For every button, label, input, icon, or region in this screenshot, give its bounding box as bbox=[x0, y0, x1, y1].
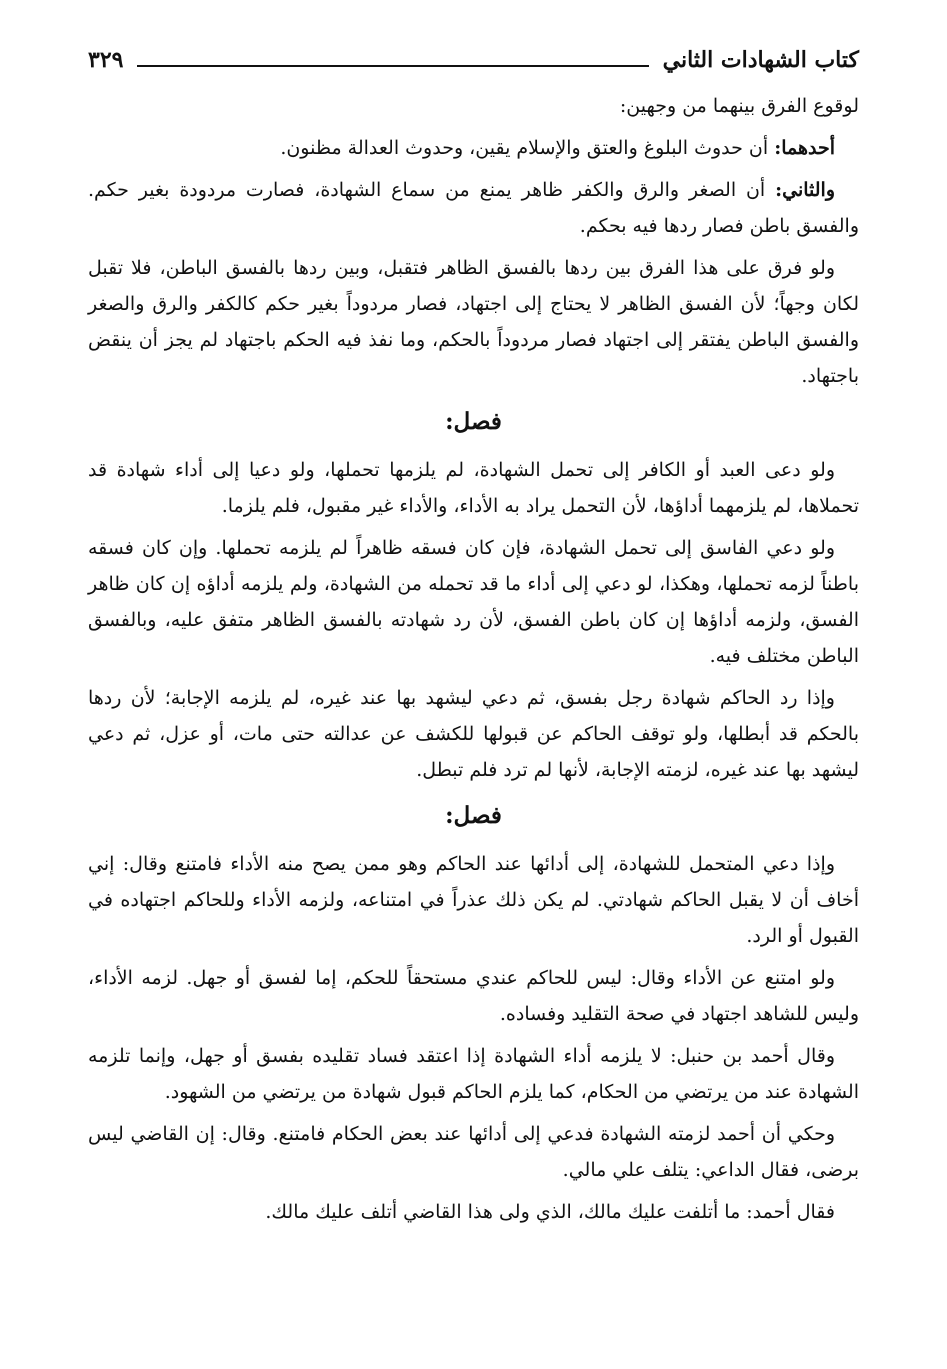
page-body bbox=[88, 88, 859, 1230]
section-2-paragraph-1: وإذا دعي المتحمل للشهادة، إلى أدائها عند الحاكم وهو ممن يصح منه الأداء فامتنع وقال: إني أخاف أن لا يقبل الحاكم شهادتي. لم يكن ذلك عذراً في امتناعه، ولزمه الأداء وللحاكم اجتهاده في القبول أو الرد. bbox=[88, 853, 859, 947]
point-first-text: أن حدوث البلوغ والعتق والإسلام يقين، وحدوث العدالة مظنون. bbox=[280, 137, 775, 159]
point-first bbox=[88, 130, 859, 166]
section-1-paragraph-1: ولو دعى العبد أو الكافر إلى تحمل الشهادة، لم يلزمها تحملها، ولو دعيا إلى أداء شهادة قد تحملاها، لم يلزمهما أداؤها، لأن التحمل يراد به الأداء، والأداء غير مقبول، فلم يلزما. bbox=[88, 459, 859, 517]
point-first-lead: أحدهما: bbox=[774, 137, 835, 159]
header-rule bbox=[137, 65, 648, 67]
book-title: كتاب الشهادات الثاني bbox=[662, 47, 859, 73]
section-2-paragraph-4: وحكي أن أحمد لزمته الشهادة فدعي إلى أدائها عند بعض الحكام فامتنع. وقال: إن القاضي ليس برضى، فقال الداعي: يتلف علي مالي. bbox=[88, 1123, 859, 1181]
section-1-paragraph-3: وإذا رد الحاكم شهادة رجل بفسق، ثم دعي ليشهد بها عند غيره، لم يلزمه الإجابة؛ لأن ردها بالحكم قد أبطلها، ولو توقف الحاكم عن قبولها للكشف عن عدالته حتى مات، أو عزل، ثم دعي ليشهد بها عند غيره، لزمته الإجابة، لأنها لم ترد فلم تبطل. bbox=[88, 687, 859, 781]
point-second-lead: والثاني: bbox=[775, 179, 835, 201]
section-2-paragraph-5: فقال أحمد: ما أتلفت عليك مالك، الذي ولى هذا القاضي أتلف عليك مالك. bbox=[265, 1201, 835, 1223]
point-second-text: أن الصغر والرق والكفر ظاهر يمنع من سماع الشهادة، فصارت مردودة بغير حكم. والفسق باطن فصار ردها فيه بحكم. bbox=[88, 179, 859, 237]
section-heading-2: فصل: bbox=[445, 802, 502, 829]
section-1-paragraph-2: ولو دعي الفاسق إلى تحمل الشهادة، فإن كان فسقه ظاهراً لم يلزمه تحملها. وإن كان فسقه باطناً لزمه تحملها، وهكذا، لو دعي إلى أداء ما قد تحمله من الشهادة، ولم يلزمه أداؤه إن كان ظاهر الفسق، ولزمه أداؤها إن كان باطن الفسق، لأن رد شهادته بالفسق الظاهر متفق عليه، وبالفسق الباطن مختلف فيه. bbox=[88, 537, 859, 667]
section-2-paragraph-3: وقال أحمد بن حنبل: لا يلزمه أداء الشهادة إذا اعتقد فساد تقليده بفسق أو جهل، وإنما تلزمه الشهادة عند من يرتضي من الحكام، كما يلزم الحاكم قبول شهادة من يرتضي من الشهود. bbox=[88, 1045, 859, 1103]
point-second bbox=[88, 172, 859, 244]
running-header bbox=[88, 40, 859, 80]
section-2-paragraph-2: ولو امتنع عن الأداء وقال: ليس للحاكم عندي مستحقاً للحكم، إما لفسق أو جهل. لزمه الأداء، وليس للشاهد اجتهاد في صحة التقليد وفساده. bbox=[88, 967, 859, 1025]
intro-line: لوقوع الفرق بينهما من وجهين: bbox=[619, 95, 859, 117]
document-page bbox=[88, 40, 859, 1345]
paragraph-distinction: ولو فرق على هذا الفرق بين ردها بالفسق الظاهر فتقبل، وبين ردها بالفسق الباطن، فلا تقبل لكان وجهاً؛ لأن الفسق الظاهر لا يحتاج إلى اجتهاد، فصار مردوداً بغير حكم كالكفر والرق والصغر والفسق الباطن يفتقر إلى اجتهاد فصار مردوداً بالحكم، وما نفذ فيه الحكم باجتهاد لم يجز أن ينقض باجتهاد. bbox=[88, 257, 859, 387]
page-number: ٣٢٩ bbox=[88, 47, 124, 73]
section-heading-1: فصل: bbox=[445, 408, 502, 435]
